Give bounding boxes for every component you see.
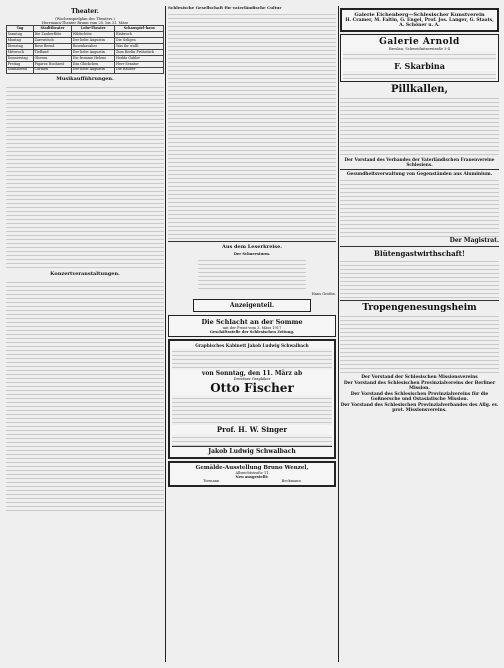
exhibition-address: Albrechtstraße 11 [235,470,269,475]
cell: Was ihr wollt [115,43,164,49]
gallery-artist-lead: Dresdner Graphiker [233,376,271,381]
theater-schedule-table [6,25,164,74]
schedule-header-day: Tag [7,26,34,32]
pillkallen-text [340,95,499,157]
artist-name: Prof. Jos. Langer [424,18,467,23]
cell: Zum Berlin Frühstück [115,49,164,55]
exhibition-artist: Beckmann [281,478,301,483]
music-section-text [6,84,164,269]
divider [340,300,499,301]
divider [340,169,499,170]
cell-day: Montag [7,37,34,43]
cell: Das Glöckchen [72,61,115,67]
galerie-artists: H. Cramer, M. Faltin, G. Engel, Prof. Jos. Langer, G. Staats, A. Schöner u. A. [345,18,494,28]
society-report-text [168,11,336,239]
cell: Tiefland [33,49,71,55]
cell: Die Zauberflöte [33,31,71,37]
cell: Oberon [33,55,71,61]
cell-day: Mittwoch [7,49,34,55]
theater-date-line: Herrmann-Theater Brunn vom 25. bis 31. März [41,21,129,25]
cell-day: Dienstag [7,43,34,49]
artist-name: A. Schöner u. A. [399,23,440,28]
poem-title: Der Schneesturm. [233,251,271,256]
skarbina-text [343,71,496,79]
gallery-description [172,395,332,425]
battle-advert-title: Die Schlacht an der Somme [201,317,303,326]
galerie-arnold-title: Galerie Arnold [379,37,460,47]
bluten-heading: Blütengastwirthschaft! [374,249,465,258]
tropen-heading: Tropengenesungsheim [362,303,477,313]
battle-advert-date: mit der Front vom 3. März 1917 [222,325,282,330]
divider [168,241,336,242]
cell-day: Donnerstag [7,55,34,61]
poem-section-title: Aus dem Leserkreise. [221,243,283,250]
cell: Hedda Gabler [115,55,164,61]
table-row [7,67,164,73]
cell: Carmen [33,67,71,73]
galerie-arnold-advert [340,34,499,82]
exhibition-advert [168,461,336,487]
battle-advert [168,315,336,337]
battle-advert-place: Geschäftsstelle der Schlesischen Zeitung. [209,329,295,334]
cell: Einbruch [115,31,164,37]
cell: Der liebe Augustin [72,67,115,73]
mission-vorstand-c: Der Vorstand des Schlesischen Provinzialvereins für die Goßnersche und Ostasiatische Mission. [350,392,489,402]
theater-subtitle: (Wochenspielplan des Theaters.) [55,17,115,21]
divider [340,246,499,247]
cell: Der liebe Augustin [72,49,115,55]
tropen-text [340,313,499,375]
cell-day: Freitag [7,61,34,67]
cell: Herr Senator [115,61,164,67]
gallery-prof-name: Prof. H. W. Singer [216,424,288,434]
cell: Die fromme Helene [72,55,115,61]
galerie-arnold-address: Breslau, Schweidnitzerstraße 3-4 [389,47,450,51]
gallery-footer: Jakob Ludwig Schwalbach [172,446,332,455]
cell-day: Sonnabend [7,67,34,73]
frauenverein-signature: Der Vorstand des Verbandes der Vaterländischen Frauenvereine Schlesiens. [344,157,495,167]
gallery-advert [168,339,336,459]
gallery-artist-name: Otto Fischer [210,380,294,395]
schedule-header-schauspiel: Schauspiel-haus [115,26,164,32]
artist-name: G. Engel [400,18,422,23]
galerie-eichenberg-title: Galerie Eichenberg—Schlesischer Kunstverein [354,12,485,18]
column-rule-left [165,6,166,662]
cell: Rose Bernd [33,43,71,49]
galerie-arnold-text [343,51,496,61]
column-rule-right [338,6,339,662]
mission-vorstand-b: Der Vorstand des Schlesischen Provinzialvereins der Berliner Mission. [343,381,496,391]
cell: Rosenkavalier [72,43,115,49]
schedule-header-lobe: Lobe-Theater [72,26,115,32]
bluten-text [340,258,499,298]
cell: Der liebe Augustin [72,37,115,43]
skarbina-name: F. Skarbina [394,61,445,71]
pillkallen-heading: Pillkallen, [390,84,449,95]
aluminium-notice-title: Gesundheitsverwaltung von Gegenständen aus Aluminium. [346,172,493,177]
notices-title: Anzeigenteil. [193,299,311,312]
poem-author: Hans Grothe. [311,291,336,296]
exhibition-title: Gemälde-Ausstellung Bruno Wenzel, [195,464,309,471]
left-column [6,6,164,511]
right-column [340,6,499,413]
theater-masthead: Theater. [71,8,99,15]
concert-section-title: Konzertveranstaltungen. [50,270,120,277]
galerie-eichenberg-advert [340,8,499,32]
concert-section-text [6,279,164,511]
cell: Wildschütz [72,31,115,37]
cell: Die Seligen [115,37,164,43]
mission-vorstand-a: Der Vorstand der Schlesischen Missionsvereins [361,375,478,380]
exhibition-note: Neu ausgestellt: [235,474,269,479]
gallery-notes [172,434,332,446]
gallery-advert-text [172,348,332,370]
exhibition-artist: Tormann [203,478,220,483]
poem-text [198,257,306,291]
artist-name: G. Staats [469,18,493,23]
cell: Die Räuber [115,67,164,73]
gallery-advert-title: Graphisches Kabinett Jakob Ludwig Schwalbach [195,342,309,348]
cell: Zarewitsch [33,37,71,43]
aluminium-notice-text [340,177,499,237]
exhibition-artists [172,479,332,483]
mission-vorstand-d: Der Vorstand des Schlesischen Provinzialverbandes des Allg. ev. prot. Missionsvereins. [340,403,499,413]
artist-name: H. Cramer [345,18,372,23]
middle-column [168,6,336,489]
society-heading: Schlesische Gesellschaft für vaterländische Cultur [168,5,282,10]
cell-day: Sonntag [7,31,34,37]
gallery-sunday-line: von Sonntag, den 11. März ab [201,369,303,377]
schedule-header-stadttheater: Stadttheater [33,26,71,32]
music-section-title: Musikaufführungen. [56,75,114,82]
cell: Figaros Hochzeit [33,61,71,67]
artist-name: M. Faltin [374,18,398,23]
magistrat-signature: Der Magistrat. [449,237,499,244]
